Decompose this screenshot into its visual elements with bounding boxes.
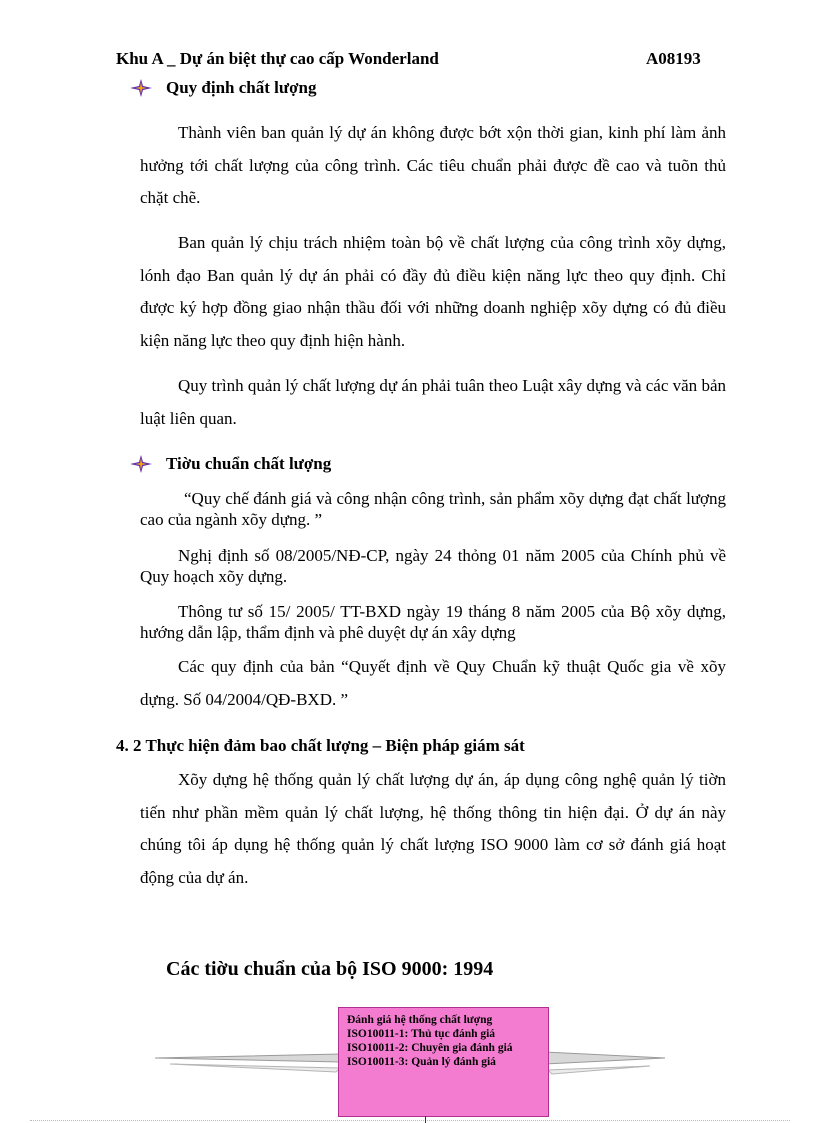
box-line: ISO10011-2: Chuyên gia đánh giá	[347, 1042, 513, 1054]
page-footer-line	[30, 1120, 790, 1121]
paragraph: “Quy chế đánh giá và công nhận công trình, sản phẩm xõy dựng đạt chất lượng cao của ngành xõy dựng. ”	[140, 489, 726, 529]
box-line: Đánh giá hệ thống chất lượng	[347, 1014, 493, 1026]
paragraph: Thông tư số 15/ 2005/ TT-BXD ngày 19 tháng 8 năm 2005 của Bộ xõy dựng, hướng dẫn lập, thẩm định và phê duyệt dự án xây dựng	[140, 602, 726, 642]
paragraph: Xõy dựng hệ thống quản lý chất lượng dự án, áp dụng công nghệ quản lý tiờn tiến như phần mềm quản lý chất lượng, hệ thống thông tin hiện đại. Ở dự án này chúng tôi áp dụng hệ thống quản lý chất lượng ISO 9000 làm cơ sở đánh giá hoạt động của dự án.	[140, 770, 726, 887]
box-line: ISO10011-1: Thủ tục đánh giá	[347, 1028, 496, 1040]
document-header-title: Khu A _ Dự án biệt thự cao cấp Wonderland	[116, 49, 439, 68]
connector-line	[425, 1116, 426, 1123]
section-heading-quality-standards	[130, 454, 331, 474]
section-heading-quality-assurance: 4. 2 Thực hiện đảm bao chất lượng – Biện pháp giám sát	[116, 736, 525, 755]
paragraph: Ban quản lý chịu trách nhiệm toàn bộ về chất lượng của công trình xõy dựng, lónh đạo Ban quản lý dự án phải có đầy đủ điều kiện năng lực theo quy định. Chỉ được ký hợp đồng giao nhận thầu đối với những doanh nghiệp xõy dựng có đủ điều kiện năng lực theo quy định hiện hành.	[140, 233, 726, 350]
box-line: ISO10011-3: Quản lý đánh giá	[347, 1056, 496, 1068]
paragraph: Nghị định số 08/2005/NĐ-CP, ngày 24 thỏng 01 năm 2005 của Chính phủ về Quy hoạch xõy dựng.	[140, 546, 726, 586]
section-heading-label: Quy định chất lượng	[166, 78, 317, 97]
iso-standards-box	[338, 1007, 549, 1117]
iso-diagram-title: Các tiờu chuẩn của bộ ISO 9000: 1994	[166, 958, 494, 980]
paragraph: Thành viên ban quản lý dự án không được bớt xộn thời gian, kinh phí làm ảnh hưởng tới chất lượng của công trình. Các tiêu chuẩn phải được đề cao và tuõn thủ chặt chẽ.	[140, 123, 726, 207]
section-heading-label: Tiờu chuẩn chất lượng	[166, 454, 332, 473]
star-bullet-icon	[130, 455, 152, 473]
section-heading-quality-rules	[130, 78, 316, 98]
star-bullet-icon	[130, 79, 152, 97]
document-code: A08193	[646, 49, 701, 68]
paragraph: Quy trình quản lý chất lượng dự án phải tuân theo Luật xây dựng và các văn bản luật liên quan.	[140, 376, 726, 428]
paragraph: Các quy định của bản “Quyết định về Quy Chuẩn kỹ thuật Quốc gia về xõy dựng. Số 04/2004/QĐ-BXD. ”	[140, 657, 726, 709]
